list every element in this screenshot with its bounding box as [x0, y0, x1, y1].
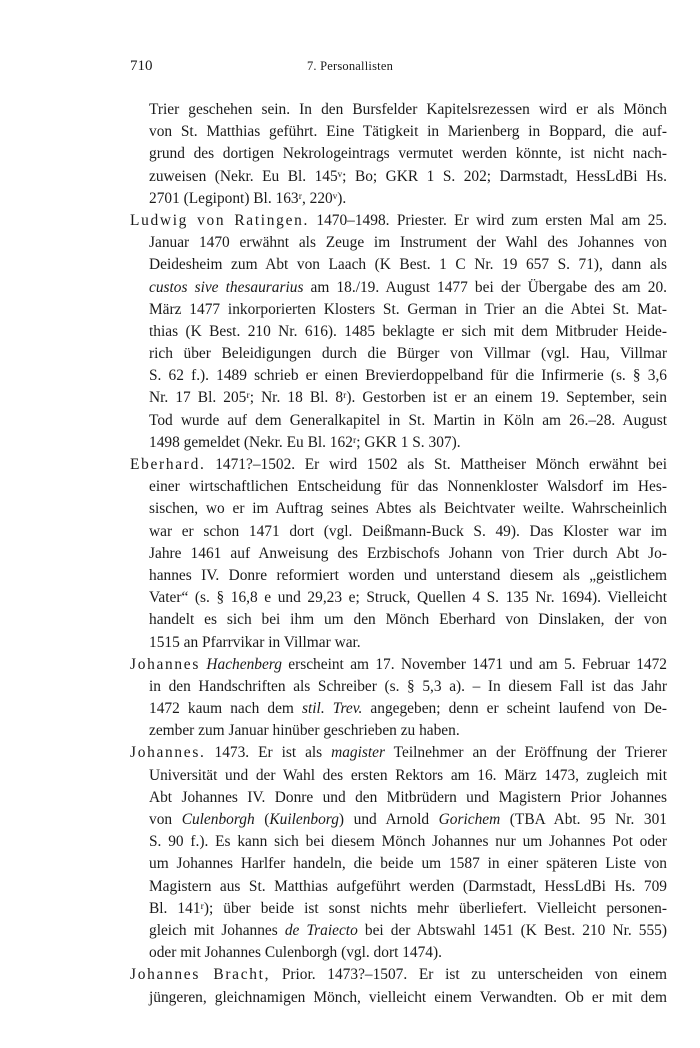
- line-text: rich über Beleidigungen durch die Bürger von Villmar (vgl. Hau, Villmar: [149, 345, 667, 363]
- text-line: [130, 410, 667, 432]
- line-text: handelt es sich bei ihm um den Mönch Eberhard von Dinslaken, der von: [149, 611, 667, 629]
- entry: [130, 742, 667, 964]
- line-text: in den Handschriften als Schreiber (s. § 5,3 a). – In diesem Fall ist das Jahr: [149, 677, 667, 695]
- line-text: 1515 an Pfarrvikar in Villmar war.: [149, 633, 361, 651]
- line-text: 2701 (Legipont) Bl. 163ʳ, 220ᵛ).: [149, 189, 347, 207]
- italic-term: Culenborgh: [181, 811, 255, 828]
- text-line: [130, 942, 667, 964]
- entry-name: Ludwig von Ratingen.: [130, 211, 310, 229]
- line-text: jüngeren, gleichnamigen Mönch, vielleicht einem Verwandten. Ob er mit dem: [149, 988, 667, 1006]
- line-text: um Johannes Harlfer handeln, die beide um 1587 in einer späteren Liste von: [149, 855, 667, 873]
- entry: [130, 210, 667, 454]
- entry: [130, 654, 667, 743]
- text-line: [130, 387, 667, 409]
- text-line: [130, 365, 667, 387]
- line-text: erscheint am 17. November 1471 und am 5. Februar 1472: [281, 655, 667, 673]
- line-text: Vater“ (s. § 16,8 e und 29,23 e; Struck, Quellen 4 S. 135 Nr. 1694). Vielleicht: [149, 589, 667, 607]
- line-text: Jahre 1461 auf Anweisung des Erzbischofs Johann von Trier durch Abt Jo-: [149, 544, 667, 562]
- text-line: [130, 521, 667, 543]
- italic-term: custos sive thesaurarius: [149, 278, 304, 296]
- italic-term: magister: [331, 744, 385, 762]
- text-line: [130, 121, 667, 143]
- text-line: [130, 254, 667, 276]
- text-line: [130, 876, 667, 898]
- line-text: hannes IV. Donre reformiert worden und unterstand diesem als „geistlichem: [149, 566, 667, 584]
- text-line: [130, 210, 667, 232]
- line-text: Bl. 141ʳ); über beide ist sonst nichts mehr überliefert. Vielleicht personen-: [149, 899, 667, 917]
- text-line: [130, 188, 667, 210]
- italic-term: Kuilenborg: [269, 811, 339, 828]
- line-text: Tod wurde auf dem Generalkapitel in St. Martin in Köln am 26.–28. August: [149, 411, 667, 429]
- text-line: [130, 454, 667, 476]
- line-text: grund des dortigen Nekrologeintrags vermutet werden könnte, ist nicht nach-: [149, 145, 667, 163]
- text-line: [130, 476, 667, 498]
- line-text: 1472 kaum nach dem: [149, 700, 303, 718]
- line-text: 1471?–1502. Er wird 1502 als St. Mattheiser Mönch erwähnt bei: [205, 456, 667, 473]
- line-text: von: [149, 811, 182, 828]
- text-line: [130, 543, 667, 565]
- italic-term: de Traiecto: [284, 921, 358, 939]
- line-text: Magistern aus St. Matthias aufgeführt werden (Darmstadt, HessLdBi Hs. 709: [149, 877, 667, 895]
- text-line: [130, 720, 667, 742]
- line-text: Deidesheim zum Abt von Laach (K Best. 1 C Nr. 19 657 S. 71), dann als: [149, 256, 667, 274]
- line-text: Trier geschehen sein. In den Bursfelder Kapitelsrezessen wird er als Mönch: [149, 101, 667, 118]
- text-line: [130, 432, 667, 454]
- text-line: [130, 565, 667, 587]
- entry: [130, 454, 667, 654]
- text-line: [130, 787, 667, 809]
- text-line: [130, 232, 667, 254]
- text-line: [130, 765, 667, 787]
- text-line: [130, 654, 667, 676]
- line-text: oder mit Johannes Culenborgh (vgl. dort 1474).: [149, 944, 442, 962]
- entry-name: Johannes.: [130, 744, 206, 762]
- line-text: ) und Arnold: [338, 811, 439, 828]
- text-line: [130, 898, 667, 920]
- entry: [130, 964, 667, 1008]
- entry-name: Johannes Bracht,: [130, 966, 271, 984]
- line-text: sischen, wo er im Auftrag seines Abtes als Beichtvater weilte. Wahrscheinlich: [149, 500, 667, 518]
- line-text: bei der Abtswahl 1451 (K Best. 210 Nr. 555): [357, 921, 668, 939]
- line-text: war er schon 1471 dort (vgl. Deißmann-Buck S. 49). Das Kloster war im: [149, 522, 667, 540]
- line-text: Prior. 1473?–1507. Er ist zu unterscheiden von einem: [270, 966, 668, 984]
- line-text: S. 62 f.). 1489 schrieb er einen Brevierdoppelband für die Infirmerie (s. § 3,6: [149, 367, 667, 385]
- text-line: [130, 698, 667, 720]
- text-line: [130, 742, 667, 764]
- line-text: am 18./19. August 1477 bei der Übergabe des am 20.: [303, 278, 667, 296]
- text-line: [130, 143, 667, 165]
- page-number: 710: [130, 58, 153, 74]
- line-text: 1470–1498. Priester. Er wird zum ersten Mal am 25.: [309, 211, 667, 229]
- text-line: [130, 632, 667, 654]
- text-line: [130, 343, 667, 365]
- entry-name: Eberhard.: [130, 456, 206, 473]
- line-text: März 1477 inkorporierten Klosters St. German in Trier an die Abtei St. Mat-: [149, 300, 667, 318]
- line-text: 1473. Er ist als: [205, 744, 332, 762]
- text-line: [130, 498, 667, 520]
- italic-term: stil. Trev.: [302, 700, 363, 718]
- running-head: 7. Personallisten: [306, 59, 394, 73]
- text-line: [130, 277, 667, 299]
- italic-term: Hachenberg: [200, 655, 282, 673]
- italic-term: Gorichem: [438, 811, 501, 828]
- text-line: [130, 321, 667, 343]
- document-body: [130, 99, 667, 1009]
- line-text: angegeben; denn er scheint laufend von De-: [362, 700, 667, 718]
- line-text: 1498 gemeldet (Nekr. Eu Bl. 162ʳ; GKR 1 S. 307).: [149, 433, 461, 451]
- text-line: [130, 809, 667, 831]
- line-text: Universität und der Wahl des ersten Rektors am 16. März 1473, zugleich mit: [149, 766, 667, 784]
- line-text: Nr. 17 Bl. 205ʳ; Nr. 18 Bl. 8ʳ). Gestorben ist er an einem 19. September, sein: [149, 389, 667, 407]
- text-line: [130, 920, 667, 942]
- line-text: (TBA Abt. 95 Nr. 301: [500, 811, 668, 828]
- line-text: S. 90 f.). Es kann sich bei diesem Mönch Johannes nur um Johannes Pot oder: [149, 833, 667, 851]
- text-line: [130, 609, 667, 631]
- line-text: von St. Matthias geführt. Eine Tätigkeit in Marienberg in Boppard, die auf-: [149, 123, 667, 141]
- line-text: (: [254, 811, 270, 828]
- text-line: [130, 587, 667, 609]
- line-text: zuweisen (Nekr. Eu Bl. 145ᵛ; Bo; GKR 1 S. 202; Darmstadt, HessLdBi Hs.: [149, 167, 667, 185]
- line-text: thias (K Best. 210 Nr. 616). 1485 beklagte er sich mit dem Mitbruder Heide-: [149, 322, 667, 340]
- text-line: [130, 299, 667, 321]
- line-text: gleich mit Johannes: [149, 921, 285, 939]
- text-line: [130, 987, 667, 1009]
- text-line: [130, 166, 667, 188]
- text-line: [130, 964, 667, 986]
- line-text: Abt Johannes IV. Donre und den Mitbrüdern und Magistern Prior Johannes: [149, 788, 667, 806]
- line-text: zember zum Januar hinüber geschrieben zu haben.: [149, 722, 460, 740]
- text-line: [130, 99, 667, 121]
- line-text: einer wirtschaftlichen Entscheidung für das Nonnenkloster Walsdorf im Hes-: [149, 478, 667, 496]
- text-line: [130, 831, 667, 853]
- text-line: [130, 853, 667, 875]
- text-line: [130, 676, 667, 698]
- line-text: Januar 1470 erwähnt als Zeuge im Instrument der Wahl des Johannes von: [149, 234, 667, 252]
- line-text: Teilnehmer an der Eröffnung der Trierer: [385, 744, 667, 762]
- entry-name: Johannes: [130, 655, 201, 673]
- entry: [130, 99, 667, 210]
